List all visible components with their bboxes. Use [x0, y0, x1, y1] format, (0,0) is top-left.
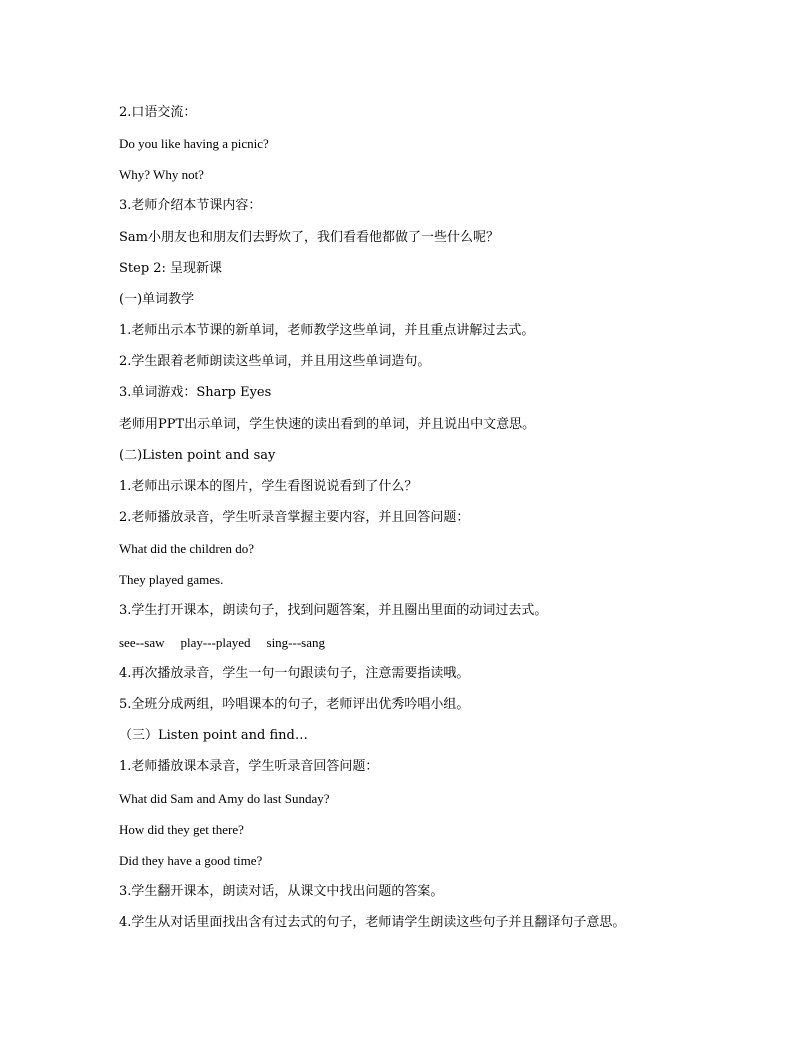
question-line: Did they have a good time?	[119, 853, 263, 868]
question-line: Do you like having a picnic?	[119, 136, 269, 151]
paragraph-line: 2.学生跟着老师朗读这些单词，并且用这些单词造句。	[119, 354, 431, 369]
paragraph-line: 3.单词游戏：Sharp Eyes	[119, 385, 272, 400]
paragraph-line: 老师用PPT出示单词，学生快速的读出看到的单词，并且说出中文意思。	[119, 417, 536, 432]
subsection-heading: (二)Listen point and say	[119, 448, 276, 463]
subsection-heading: (一)单词教学	[119, 292, 195, 307]
section-heading-oral: 2.口语交流：	[119, 105, 197, 120]
subsection-heading: （三）Listen point and find…	[119, 728, 308, 743]
verb-form: sing---sang	[266, 635, 326, 650]
paragraph-line: 3.学生打开课本，朗读句子，找到问题答案，并且圈出里面的动词过去式。	[119, 603, 548, 618]
question-line: What did Sam and Amy do last Sunday?	[119, 791, 330, 806]
question-line: Why? Why not?	[119, 167, 204, 182]
paragraph-line: 2.老师播放录音，学生听录音掌握主要内容，并且回答问题：	[119, 510, 470, 525]
paragraph-line: Sam小朋友也和朋友们去野炊了，我们看看他都做了一些什么呢？	[119, 230, 499, 245]
answer-line: They played games.	[119, 572, 224, 587]
question-line: How did they get there?	[119, 822, 244, 837]
step-heading: Step 2: 呈现新课	[119, 261, 223, 276]
verb-form: play---played	[180, 635, 251, 650]
paragraph-line: 1.老师出示课本的图片，学生看图说说看到了什么？	[119, 479, 418, 494]
section-heading-intro: 3.老师介绍本节课内容：	[119, 198, 262, 213]
paragraph-line: 5.全班分成两组，吟唱课本的句子，老师评出优秀吟唱小组。	[119, 697, 470, 712]
paragraph-line: 1.老师播放课本录音，学生听录音回答问题：	[119, 759, 379, 774]
paragraph-line: 3.学生翻开课本，朗读对话，从课文中找出问题的答案。	[119, 884, 444, 899]
verb-forms-line	[119, 635, 325, 651]
question-line: What did the children do?	[119, 541, 255, 556]
paragraph-line: 4.学生从对话里面找出含有过去式的句子，老师请学生朗读这些句子并且翻译句子意思。	[119, 915, 626, 930]
paragraph-line: 4.再次播放录音，学生一句一句跟读句子，注意需要指读哦。	[119, 666, 470, 681]
verb-form: see--saw	[119, 635, 165, 650]
paragraph-line: 1.老师出示本节课的新单词，老师教学这些单词，并且重点讲解过去式。	[119, 323, 535, 338]
